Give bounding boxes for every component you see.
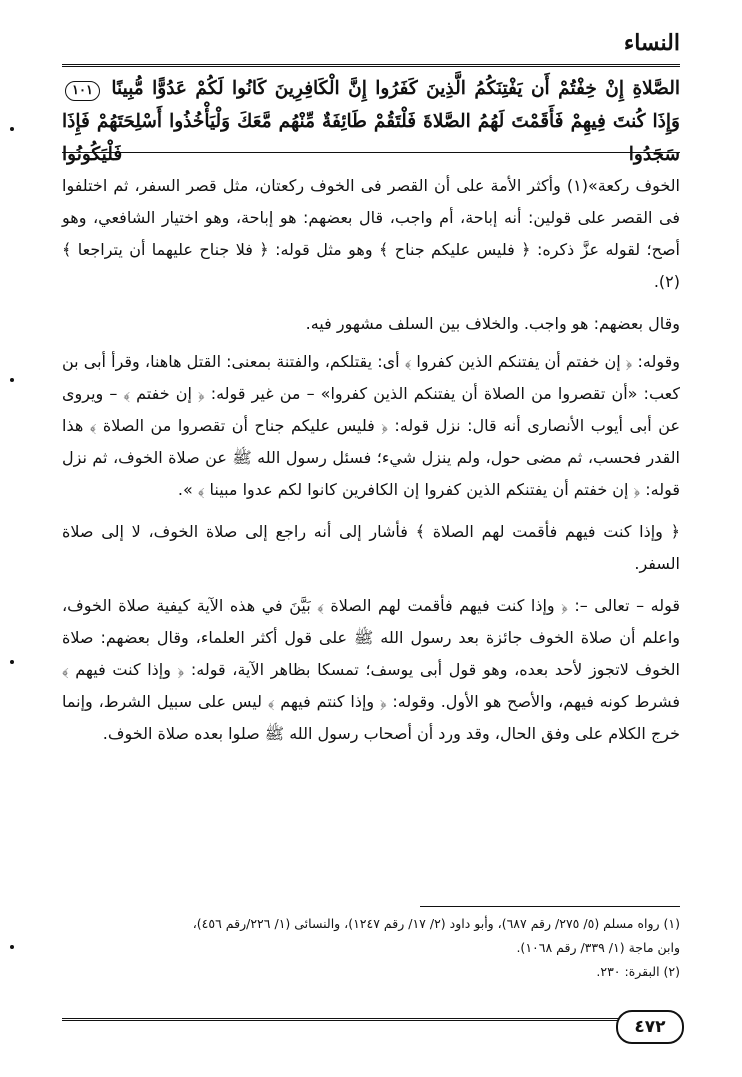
- commentary-paragraph: ﴿ وإذا كنت فيهم فأقمت لهم الصلاة ﴾ فأشار إلى أنه راجع إلى صلاة الخوف، لا إلى صلاة السفر.: [62, 522, 680, 573]
- footnote-2: (٢) البقرة: ٢٣٠.: [596, 964, 680, 979]
- commentary-paragraph: الخوف ركعة»(١) وأكثر الأمة على أن القصر فى الخوف ركعتان، مثل قصر السفر، ثم اختلفوا فى القصر على قولين: أنه إباحة، أم واجب، قال بعضهم: هو إباحة، وهو اختيار الشافعي، وهو أصح؛ لقوله عزَّ ذكره: ﴿ فليس عليكم جناح ﴾ وهو مثل قوله: ﴿ فلا جناح عليهما أن يتراجعا ﴾(٢).: [62, 176, 680, 291]
- page-header: [624, 30, 680, 56]
- commentary-paragraph: وقال بعضهم: هو واجب. والخلاف بين السلف مشهور فيه.: [305, 314, 680, 333]
- quran-text-line2: فِيهِمْ فَأَقَمْتَ لَهُمُ الصَّلاةَ فَلْتَقُمْ طَائِفَةٌ مِّنْهُم مَّعَكَ وَلْيَأْخُذُوا أَسْلِحَتَهُمْ فَإِذَا سَجَدُوا فَلْيَكُونُوا: [62, 111, 680, 165]
- commentary-paragraph: قوله – تعالى –: ﴿ وإذا كنت فيهم فأقمت لهم الصلاة ﴾ بَيَّنَ في هذه الآية كيفية صلاة الخوف، واعلم أن صلاة الخوف جائزة بعد رسول الله ﷺ على قول أكثر العلماء، وقال بعضهم: صلاة الخوف لاتجوز لأحد بعده، وهو قول أبى يوسف؛ تمسكا بظاهر الآية، قوله: ﴿ وإذا كنت فيهم ﴾ فشرط كونه فيهم، والأصح هو الأول. وقوله: ﴿ وإذا كنتم فيهم ﴾ ليس على سبيل الشرط، وإنما خرج الكلام على وفق الحال، وقد ورد أن أصحاب رسول الله ﷺ صلوا بعده صلاة الخوف.: [62, 596, 680, 743]
- quran-verse-block: [62, 72, 680, 171]
- header-rule: [62, 64, 680, 67]
- margin-mark: [10, 945, 14, 949]
- margin-mark: [10, 127, 14, 131]
- verse-divider: [62, 152, 680, 153]
- margin-mark: [10, 378, 14, 382]
- footnote-1-line2: وابن ماجة (١/ ٣٣٩/ رقم ١٠٦٨).: [516, 940, 680, 955]
- footnote-1-line1: (١) رواه مسلم (٥/ ٢٧٥/ رقم ٦٨٧)، وأبو داود (٢/ ١٧/ رقم ١٢٤٧)، والنسائى (١/ ٢٢٦/رقم ٤٥٦)،: [192, 916, 680, 931]
- commentary-paragraph: وقوله: ﴿ إن خفتم أن يفتنكم الذين كفروا ﴾ أى: يقتلكم، والفتنة بمعنى: القتل هاهنا، وقرأ أبى بن كعب: «أن تقصروا من الصلاة أن يفتنكم الذين كفروا» – من غير قوله: ﴿ إن خفتم ﴾ – ويروى عن أبى أيوب الأنصارى أنه قال: نزل قوله: ﴿ فليس عليكم جناح أن تقصروا من الصلاة ﴾ هذا القدر فحسب، ثم مضى حول، ولم ينزل شيء؛ فسئل رسول الله ﷺ عن صلاة الخوف، ثم نزل قوله: ﴿ إن خفتم أن يفتنكم الذين كفروا إن الكافرين كانوا لكم عدوا مبينا ﴾ ».: [62, 352, 680, 499]
- footnotes: [62, 912, 680, 984]
- commentary-body: [62, 170, 680, 760]
- page-number: ٤٧٢: [616, 1010, 684, 1044]
- margin-mark: [10, 660, 14, 664]
- footer-rule: [62, 1018, 680, 1021]
- quran-text-line1: الصَّلاةِ إِنْ خِفْتُمْ أَن يَفْتِنَكُمُ الَّذِينَ كَفَرُوا إِنَّ الْكَافِرِينَ كَانُوا لَكُمْ عَدُوًّا مُّبِينًا: [111, 78, 680, 99]
- quran-text-line1-end: وَإِذَا كُنتَ: [612, 111, 680, 132]
- footnote-divider: [420, 906, 680, 907]
- sura-title: النساء: [623, 30, 680, 56]
- ayah-number-marker: ١٠١: [65, 81, 100, 101]
